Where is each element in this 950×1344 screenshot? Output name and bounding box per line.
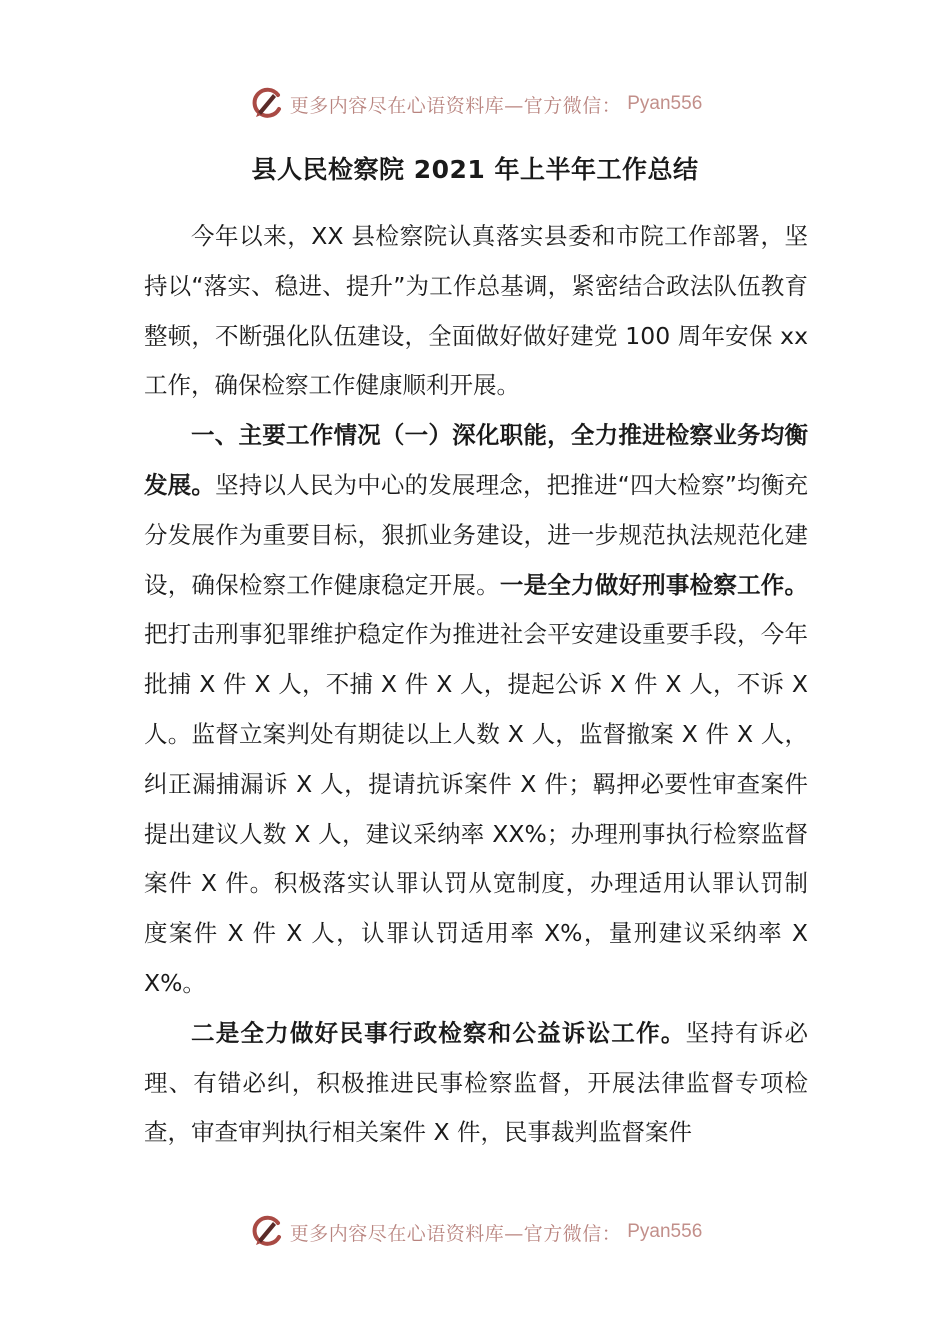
paragraph-civil-public-interest [144,1009,808,1158]
footer-watermark [0,1212,950,1252]
section-heading: 一、主要工作情况（一）深化职能，全力推进检察业务均衡发展。 [144,421,808,499]
section-text: 坚持以人民为中心的发展理念，把推进“四大检察”均衡充分发展作为重要目标，狠抓业务建设，进一步规范执法规范化建设，确保检察工作健康稳定开展。 [144,470,809,599]
subsection-text-criminal: 把打击刑事犯罪维护稳定作为推进社会平安建设重要手段，今年批捕 X 件 X 人，不捕 X 件 X 人，提起公诉 X 件 X 人，不诉 X 人。监督立案判处有期徒以上人数 X 人，监督撤案 X 件 X 人，纠正漏捕漏诉 X 人，提请抗诉案件 X 件；羁押必要性审查案件提出建议人数 X 人，建议采纳率 XX%；办理刑事执行检察监督案件 X 件。积极落实认罪认罚从宽制度，办理适用认罪认罚制度案件 X 件 X 人，认罪认罚适用率 X%，量刑建议采纳率 XX%。 [144,620,808,997]
document-title: 县人民检察院 2021 年上半年工作总结 [251,155,699,184]
paragraph-intro: 今年以来，XX 县检察院认真落实县委和市院工作部署，坚持以“落实、稳进、提升”为工作总基调，紧密结合政法队伍教育整顿，不断强化队伍建设，全面做好做好建党 100 周年安保 xx 工作，确保检察工作健康顺利开展。 [144,222,808,400]
header-watermark [0,84,950,124]
pen-logo-icon [248,86,284,122]
subsection-heading-civil: 二是全力做好民事行政检察和公益诉讼工作。 [191,1018,686,1047]
pen-logo-icon [248,1214,284,1250]
watermark-text: 更多内容尽在心语资料库—官方微信： [289,94,622,117]
document-body [144,212,808,1158]
watermark-wechat-id: Pyan556 [627,1221,703,1242]
watermark-wechat-id: Pyan556 [627,93,703,114]
subsection-heading-criminal: 一是全力做好刑事检察工作。 [499,570,809,599]
subsection-text-civil: 坚持有诉必理、有错必纠，积极推进民事检察监督，开展法律监督专项检查，审查审判执行相关案件 X 件，民事裁判监督案件 [144,1018,809,1147]
paragraph-section-one [144,411,808,1009]
watermark-text: 更多内容尽在心语资料库—官方微信： [289,1222,622,1245]
